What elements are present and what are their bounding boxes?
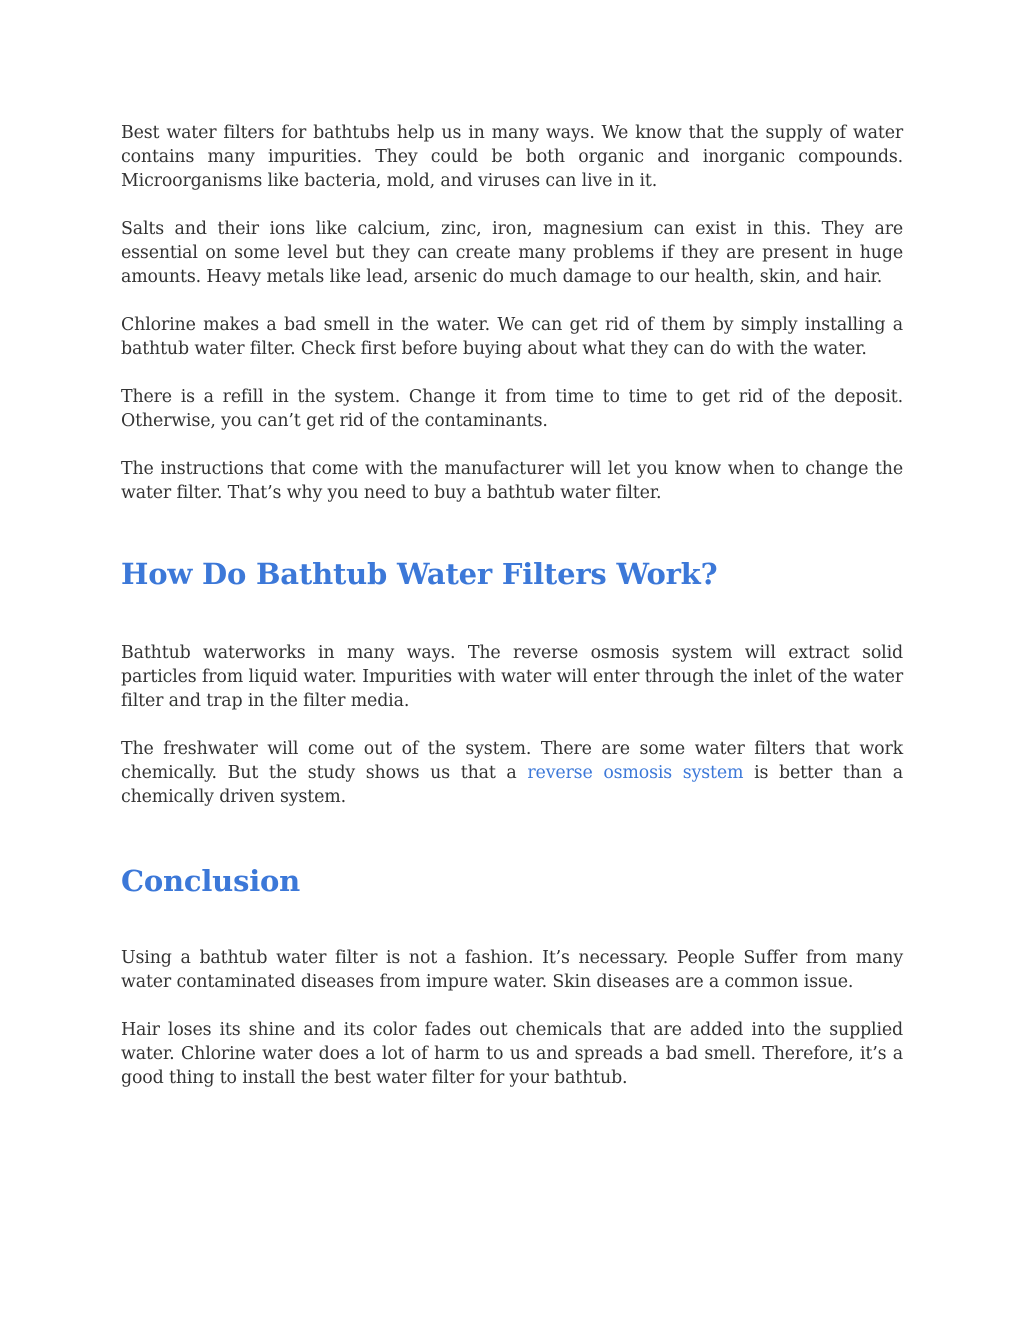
reverse-osmosis-link[interactable]: reverse osmosis system [527,763,744,783]
intro-paragraph-5: The instructions that come with the manufacturer will let you know when to change the water filter. That’s why you need to buy a bathtub water filter. [121,459,903,503]
intro-paragraph-1: Best water filters for bathtubs help us in many ways. We know that the supply of water contains many impurities. They could be both organic and inorganic compounds. Microorganisms like bacteria, mold, and viruses can live in it. [121,123,903,191]
how-it-works-paragraph-1: Bathtub waterworks in many ways. The reverse osmosis system will extract solid particles from liquid water. Impurities with water will enter through the inlet of the water filter and trap in the filter media. [121,643,903,711]
intro-paragraph-4: There is a refill in the system. Change it from time to time to get rid of the deposit. Otherwise, you can’t get rid of the contaminants. [121,387,903,431]
intro-paragraph-2: Salts and their ions like calcium, zinc, iron, magnesium can exist in this. They are essential on some level but they can create many problems if they are present in huge amounts. Heavy metals like lead, arsenic do much damage to our health, skin, and hair. [121,219,903,287]
how-it-works-paragraph-2 [121,737,903,809]
conclusion-paragraph-1: Using a bathtub water filter is not a fashion. It’s necessary. People Suffer from many water contaminated diseases from impure water. Skin diseases are a common issue. [121,948,903,992]
paragraph-text: is better than a chemically driven system. [121,763,903,807]
conclusion-paragraph-2: Hair loses its shine and its color fades out chemicals that are added into the supplied water. Chlorine water does a lot of harm to us and spreads a bad smell. Therefore, it’s a good thing to install the best water filter for your bathtub. [121,1020,903,1088]
how-it-works-body [121,641,903,809]
how-it-works-heading: How Do Bathtub Water Filters Work? [121,557,718,591]
intro-paragraph-3: Chlorine makes a bad smell in the water. We can get rid of them by simply installing a bathtub water filter. Check first before buying about what they can do with the water. [121,315,903,359]
paragraph-text: The freshwater will come out of the system. There are some water filters that work chemically. But the study shows us that a [121,739,903,783]
conclusion-heading: Conclusion [121,864,301,898]
conclusion-body [121,946,903,1090]
document-page [121,121,903,1090]
